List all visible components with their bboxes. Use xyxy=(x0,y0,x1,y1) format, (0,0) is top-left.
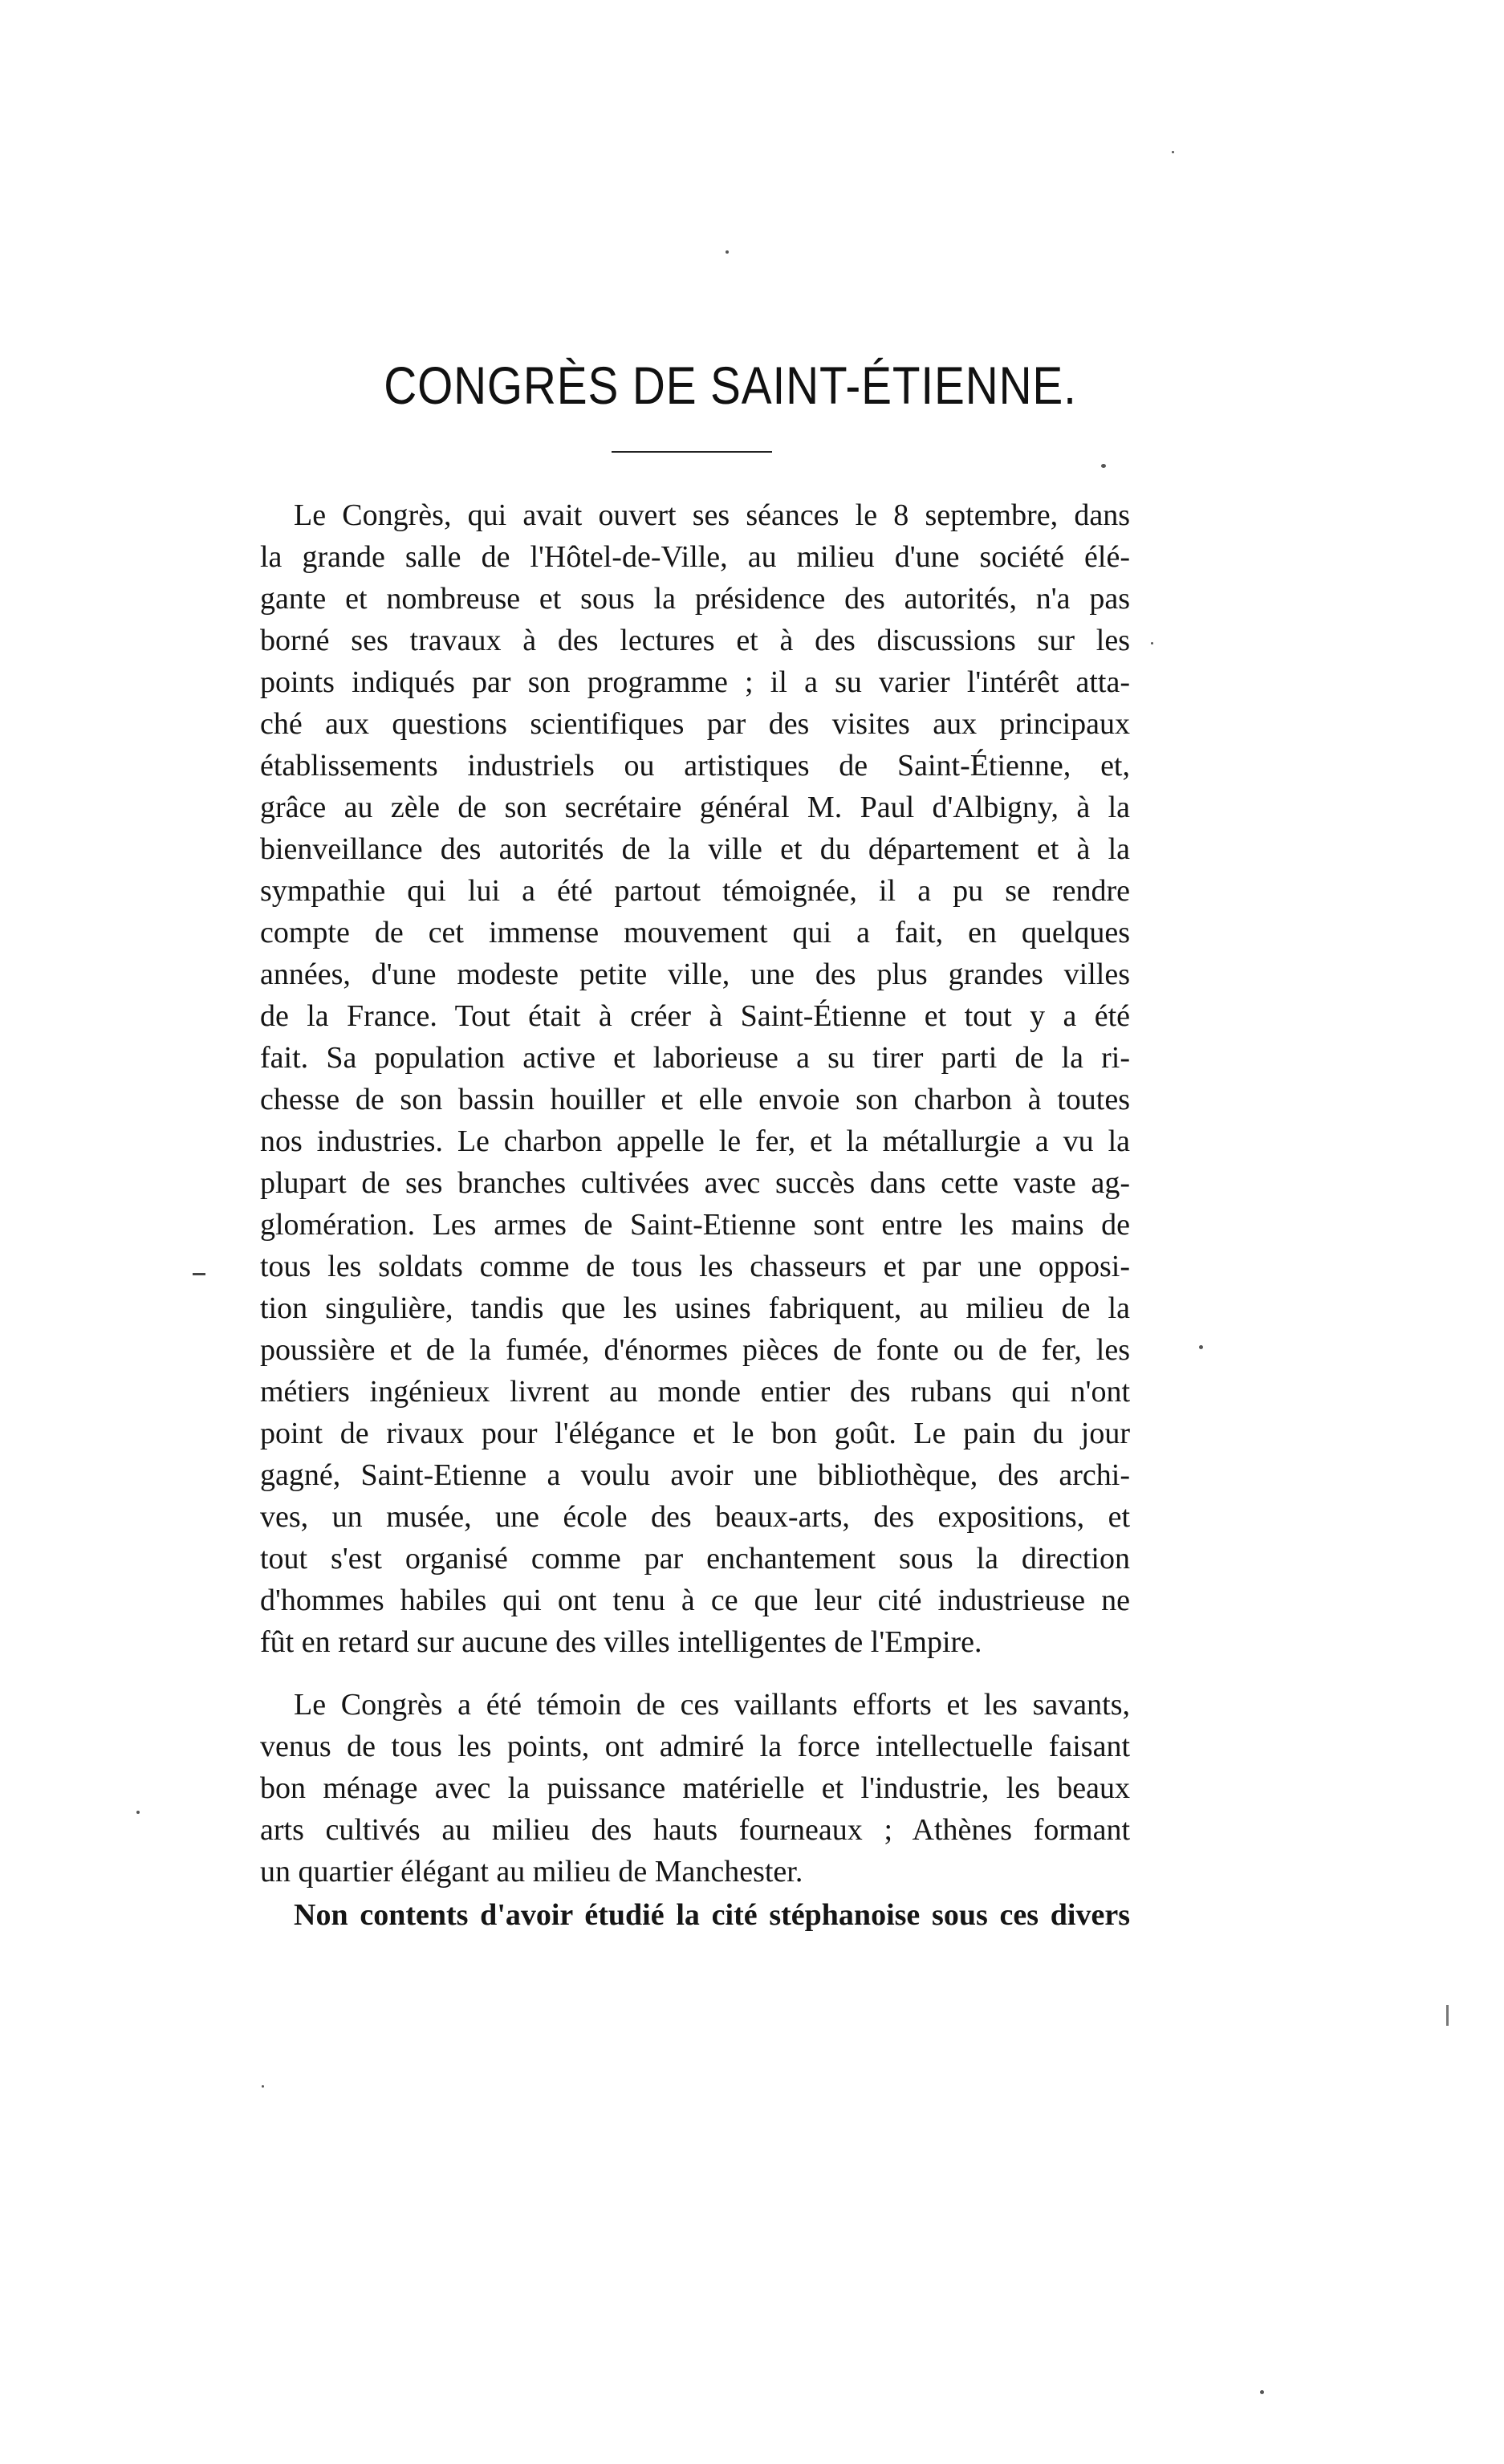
paragraph-3 xyxy=(260,1894,1130,1936)
scan-speck xyxy=(136,1811,140,1814)
text-line: années, d'une modeste petite ville, une des plus grandes villes xyxy=(260,958,1130,991)
scan-speck xyxy=(1260,2390,1264,2394)
text-line: venus de tous les points, ont admiré la force intellectuelle faisant xyxy=(260,1730,1130,1763)
scan-speck xyxy=(1199,1345,1203,1349)
text-line: sympathie qui lui a été partout témoignée, il a pu se rendre xyxy=(260,874,1130,908)
text-line: bon ménage avec la puissance matérielle et l'industrie, les beaux xyxy=(260,1771,1130,1805)
text-line: arts cultivés au milieu des hauts fourneaux ; Athènes formant xyxy=(260,1813,1130,1847)
text-line: plupart de ses branches cultivées avec succès dans cette vaste ag- xyxy=(260,1166,1130,1200)
scan-speck xyxy=(1172,151,1174,153)
text-line: ché aux questions scientifiques par des visites aux principaux xyxy=(260,707,1130,741)
text-line: de la France. Tout était à créer à Saint-Étienne et tout y a été xyxy=(260,999,1130,1033)
text-line: points indiqués par son programme ; il a su varier l'intérêt atta- xyxy=(260,665,1130,699)
text-line: bienveillance des autorités de la ville et du département et à la xyxy=(260,832,1130,866)
text-line: ves, un musée, une école des beaux-arts, des expositions, et xyxy=(260,1500,1130,1534)
scan-speck xyxy=(1101,464,1106,468)
paragraph-1 xyxy=(260,494,1130,1663)
text-line: poussière et de la fumée, d'énormes pièces de fonte ou de fer, les xyxy=(260,1333,1130,1367)
text-line: Non contents d'avoir étudié la cité stéphanoise sous ces divers xyxy=(294,1898,1130,1932)
text-line: Le Congrès a été témoin de ces vaillants efforts et les savants, xyxy=(294,1688,1130,1722)
text-line: d'hommes habiles qui ont tenu à ce que leur cité industrieuse ne xyxy=(260,1584,1130,1617)
text-line: gagné, Saint-Etienne a voulu avoir une bibliothèque, des archi- xyxy=(260,1458,1130,1492)
text-line: compte de cet immense mouvement qui a fait, en quelques xyxy=(260,916,1130,949)
text-line: tout s'est organisé comme par enchantement sous la direction xyxy=(260,1542,1130,1576)
text-line: établissements industriels ou artistiques de Saint-Étienne, et, xyxy=(260,749,1130,783)
margin-mark xyxy=(193,1273,205,1275)
paragraph-2 xyxy=(260,1684,1130,1893)
edge-mark xyxy=(1446,2005,1449,2026)
text-line: chesse de son bassin houiller et elle envoie son charbon à toutes xyxy=(260,1083,1130,1116)
text-line: un quartier élégant au milieu de Manchester. xyxy=(260,1855,803,1889)
title-divider xyxy=(612,451,772,453)
text-line: métiers ingénieux livrent au monde entier des rubans qui n'ont xyxy=(260,1375,1130,1409)
scan-speck xyxy=(1151,642,1153,644)
text-line: glomération. Les armes de Saint-Etienne sont entre les mains de xyxy=(260,1208,1130,1242)
scan-speck xyxy=(262,2085,264,2088)
page-title: CONGRÈS DE SAINT-ÉTIENNE. xyxy=(384,356,1077,415)
text-line: fait. Sa population active et laborieuse a su tirer parti de la ri- xyxy=(260,1041,1130,1075)
text-line: grâce au zèle de son secrétaire général M. Paul d'Albigny, à la xyxy=(260,791,1130,824)
text-line: tion singulière, tandis que les usines fabriquent, au milieu de la xyxy=(260,1291,1130,1325)
text-line: borné ses travaux à des lectures et à des discussions sur les xyxy=(260,624,1130,657)
text-line: fût en retard sur aucune des villes intelligentes de l'Empire. xyxy=(260,1625,982,1659)
text-line: point de rivaux pour l'élégance et le bon goût. Le pain du jour xyxy=(260,1417,1130,1450)
text-line: tous les soldats comme de tous les chasseurs et par une opposi- xyxy=(260,1250,1130,1283)
text-line: nos industries. Le charbon appelle le fer, et la métallurgie a vu la xyxy=(260,1124,1130,1158)
text-line: gante et nombreuse et sous la présidence des autorités, n'a pas xyxy=(260,582,1130,616)
text-line: la grande salle de l'Hôtel-de-Ville, au milieu d'une société élé- xyxy=(260,540,1130,574)
text-line: Le Congrès, qui avait ouvert ses séances le 8 septembre, dans xyxy=(294,498,1130,532)
scan-speck xyxy=(726,250,729,254)
